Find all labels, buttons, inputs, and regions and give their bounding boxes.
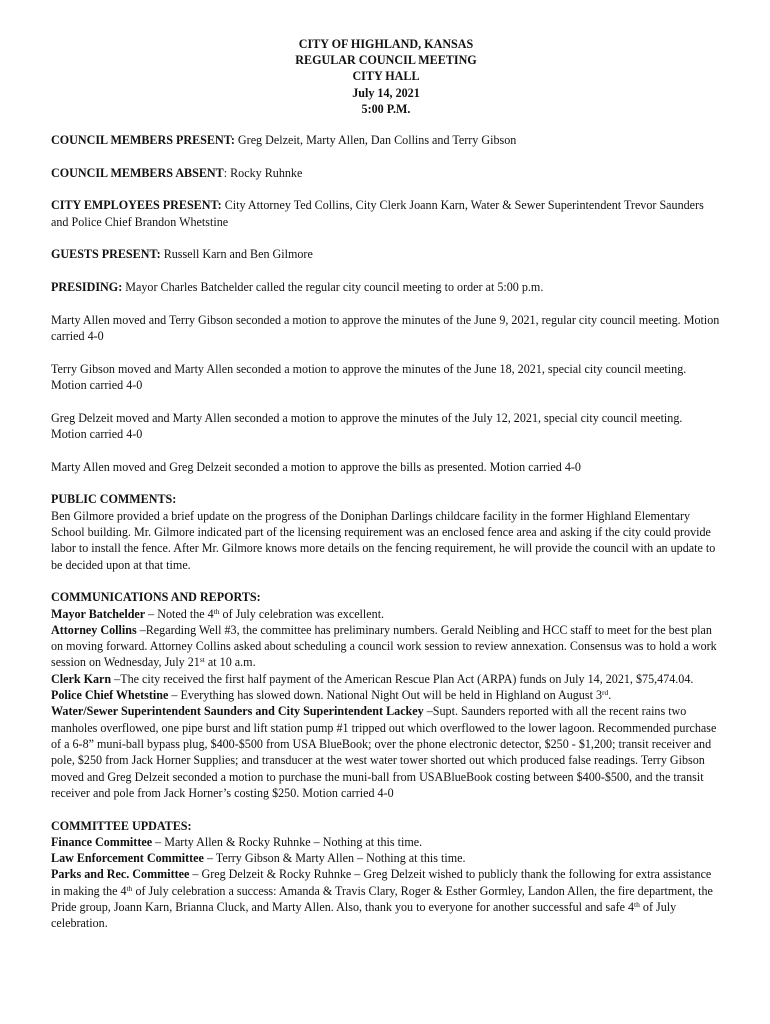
employees-present xyxy=(51,197,721,230)
guests-present-text: Russell Karn and Ben Gilmore xyxy=(160,247,313,262)
header-meeting-type: REGULAR COUNCIL MEETING xyxy=(295,53,477,68)
public-comments-section xyxy=(51,491,721,572)
committee-parks-rec-text-end: of July celebration. xyxy=(51,900,677,931)
report-police-text-end: . xyxy=(608,688,612,703)
members-absent xyxy=(51,165,721,181)
committee-updates-heading: COMMITTEE UPDATES: xyxy=(51,818,192,833)
report-attorney-text-end: at 10 a.m. xyxy=(204,655,256,670)
public-comments-heading: PUBLIC COMMENTS: xyxy=(51,492,177,507)
members-present-text: Greg Delzeit, Marty Allen, Dan Collins and Terry Gibson xyxy=(234,133,517,148)
guests-present-label: GUESTS PRESENT: xyxy=(51,247,161,262)
report-mayor-label: Mayor Batchelder xyxy=(51,606,146,621)
report-police xyxy=(51,687,721,703)
report-police-text: – Everything has slowed down. National Night Out will be held in Highland on August 3 xyxy=(168,688,602,703)
motion-july-12-minutes: Greg Delzeit moved and Marty Allen seconded a motion to approve the minutes of the July 12, 2021, special city council meeting. Motion carried 4-0 xyxy=(51,410,683,442)
committee-parks-rec xyxy=(51,866,721,931)
report-attorney-label: Attorney Collins xyxy=(51,622,137,637)
members-absent-text: : Rocky Ruhnke xyxy=(223,165,303,180)
committee-law-enforcement xyxy=(51,850,721,866)
committee-finance-label: Finance Committee xyxy=(51,834,153,849)
committee-law-enforcement-text: – Terry Gibson & Marty Allen – Nothing at this time. xyxy=(203,851,466,866)
ordinal-suffix: th xyxy=(213,606,220,616)
report-clerk xyxy=(51,671,721,687)
header-time: 5:00 P.M. xyxy=(361,101,411,116)
presiding-text: Mayor Charles Batchelder called the regular city council meeting to order at 5:00 p.m. xyxy=(122,280,544,295)
header-city: CITY OF HIGHLAND, KANSAS xyxy=(298,37,474,51)
committee-finance-text: – Marty Allen & Rocky Ruhnke – Nothing at this time. xyxy=(152,834,423,849)
committee-finance xyxy=(51,834,721,850)
ordinal-suffix: th xyxy=(634,900,640,909)
presiding xyxy=(51,279,721,295)
report-water-sewer-label: Water/Sewer Superintendent Saunders and City Superintendent Lackey xyxy=(51,704,424,719)
guests-present xyxy=(51,246,721,262)
committee-law-enforcement-label: Law Enforcement Committee xyxy=(51,851,204,866)
document-header xyxy=(51,36,721,117)
report-mayor-text: – Noted the 4 xyxy=(145,606,214,621)
ordinal-suffix: st xyxy=(199,655,205,665)
motion-june-9-minutes: Marty Allen moved and Terry Gibson seconded a motion to approve the minutes of the June 9, 2021, regular city council meeting. Motion carried 4-0 xyxy=(51,312,720,344)
report-water-sewer xyxy=(51,703,721,801)
report-clerk-label: Clerk Karn xyxy=(51,671,112,686)
motion-june-18-minutes: Terry Gibson moved and Marty Allen seconded a motion to approve the minutes of the June 18, 2021, special city council meeting. Motion carried 4-0 xyxy=(51,361,687,393)
report-clerk-text: –The city received the first half payment of the American Rescue Plan Act (ARPA) funds on July 14, 2021, $75,474.04. xyxy=(111,671,694,686)
employees-present-label: CITY EMPLOYEES PRESENT: xyxy=(51,198,222,213)
committee-updates-section xyxy=(51,818,721,932)
header-location: CITY HALL xyxy=(352,69,420,84)
ordinal-suffix: th xyxy=(126,883,133,893)
header-date: July 14, 2021 xyxy=(352,85,420,100)
public-comments-text: Ben Gilmore provided a brief update on the progress of the Doniphan Darlings childcare facility in the former Highland Elementary School building. Mr. Gilmore indicated part of the licensing requirement was an enclosed fence area and asking if the city could provide labor to install the fence. After Mr. Gilmore knows more details on the fencing requirement, he will provide the council with an update to be decided upon at that time. xyxy=(51,508,716,572)
committee-parks-rec-label: Parks and Rec. Committee xyxy=(51,867,190,882)
members-absent-label: COUNCIL MEMBERS ABSENT xyxy=(51,165,224,180)
report-attorney xyxy=(51,622,721,671)
motion-approve-bills: Marty Allen moved and Greg Delzeit seconded a motion to approve the bills as presented. Motion carried 4-0 xyxy=(51,459,581,474)
minutes-document xyxy=(51,36,721,932)
communications-heading: COMMUNICATIONS AND REPORTS: xyxy=(51,590,261,605)
report-attorney-text: –Regarding Well #3, the committee has preliminary numbers. Gerald Neibling and HCC staff to meet for the best plan on moving forward. Attorney Collins asked about scheduling a council work session to review annexation. Consensus was to hold a work session on Wednesday, July 21 xyxy=(51,622,717,670)
presiding-label: PRESIDING: xyxy=(51,280,123,295)
report-police-label: Police Chief Whetstine xyxy=(51,688,169,703)
ordinal-suffix: rd xyxy=(602,688,609,698)
members-present-label: COUNCIL MEMBERS PRESENT: xyxy=(51,133,235,148)
committee-parks-rec-text-mid: of July celebration a success: Amanda & Travis Clary, Roger & Esther Gormley, Landon Allen, the fire department, the Pride group, Joann Karn, Brianna Cluck, and Marty Allen. Also, thank you to everyone for another successful and safe 4 xyxy=(51,883,713,914)
members-present xyxy=(51,132,721,148)
committee-parks-rec-text: – Greg Delzeit & Rocky Ruhnke – Greg Delzeit wished to publicly thank the following for extra assistance in making the 4 xyxy=(51,867,712,898)
report-mayor-text-end: of July celebration was excellent. xyxy=(219,606,385,621)
report-mayor xyxy=(51,606,721,622)
communications-section xyxy=(51,589,721,801)
employees-present-text: City Attorney Ted Collins, City Clerk Joann Karn, Water & Sewer Superintendent Trevor Saunders and Police Chief Brandon Whetstine xyxy=(51,198,704,229)
report-water-sewer-text: –Supt. Saunders reported with all the recent rains two manholes overflowed, one pipe burst and lift station pump #1 tripped out which overflowed to the lower lagoon. Recommended purchase of a 6-8” muni-ball bypass plug, $400-$500 from USA BlueBook; over the phone electronic detector, $250 - $1,200; transit receiver and pole, $250 from Jack Horner Supplies; and transducer at the west water tower shorted out which produced false readings. Terry Gibson moved and Greg Delzeit seconded a motion to purchase the muni-ball from USABlueBook costing between $400-$500, and the transit receiver and pole from Jack Horner’s costing $250. Motion carried 4-0 xyxy=(51,704,717,800)
